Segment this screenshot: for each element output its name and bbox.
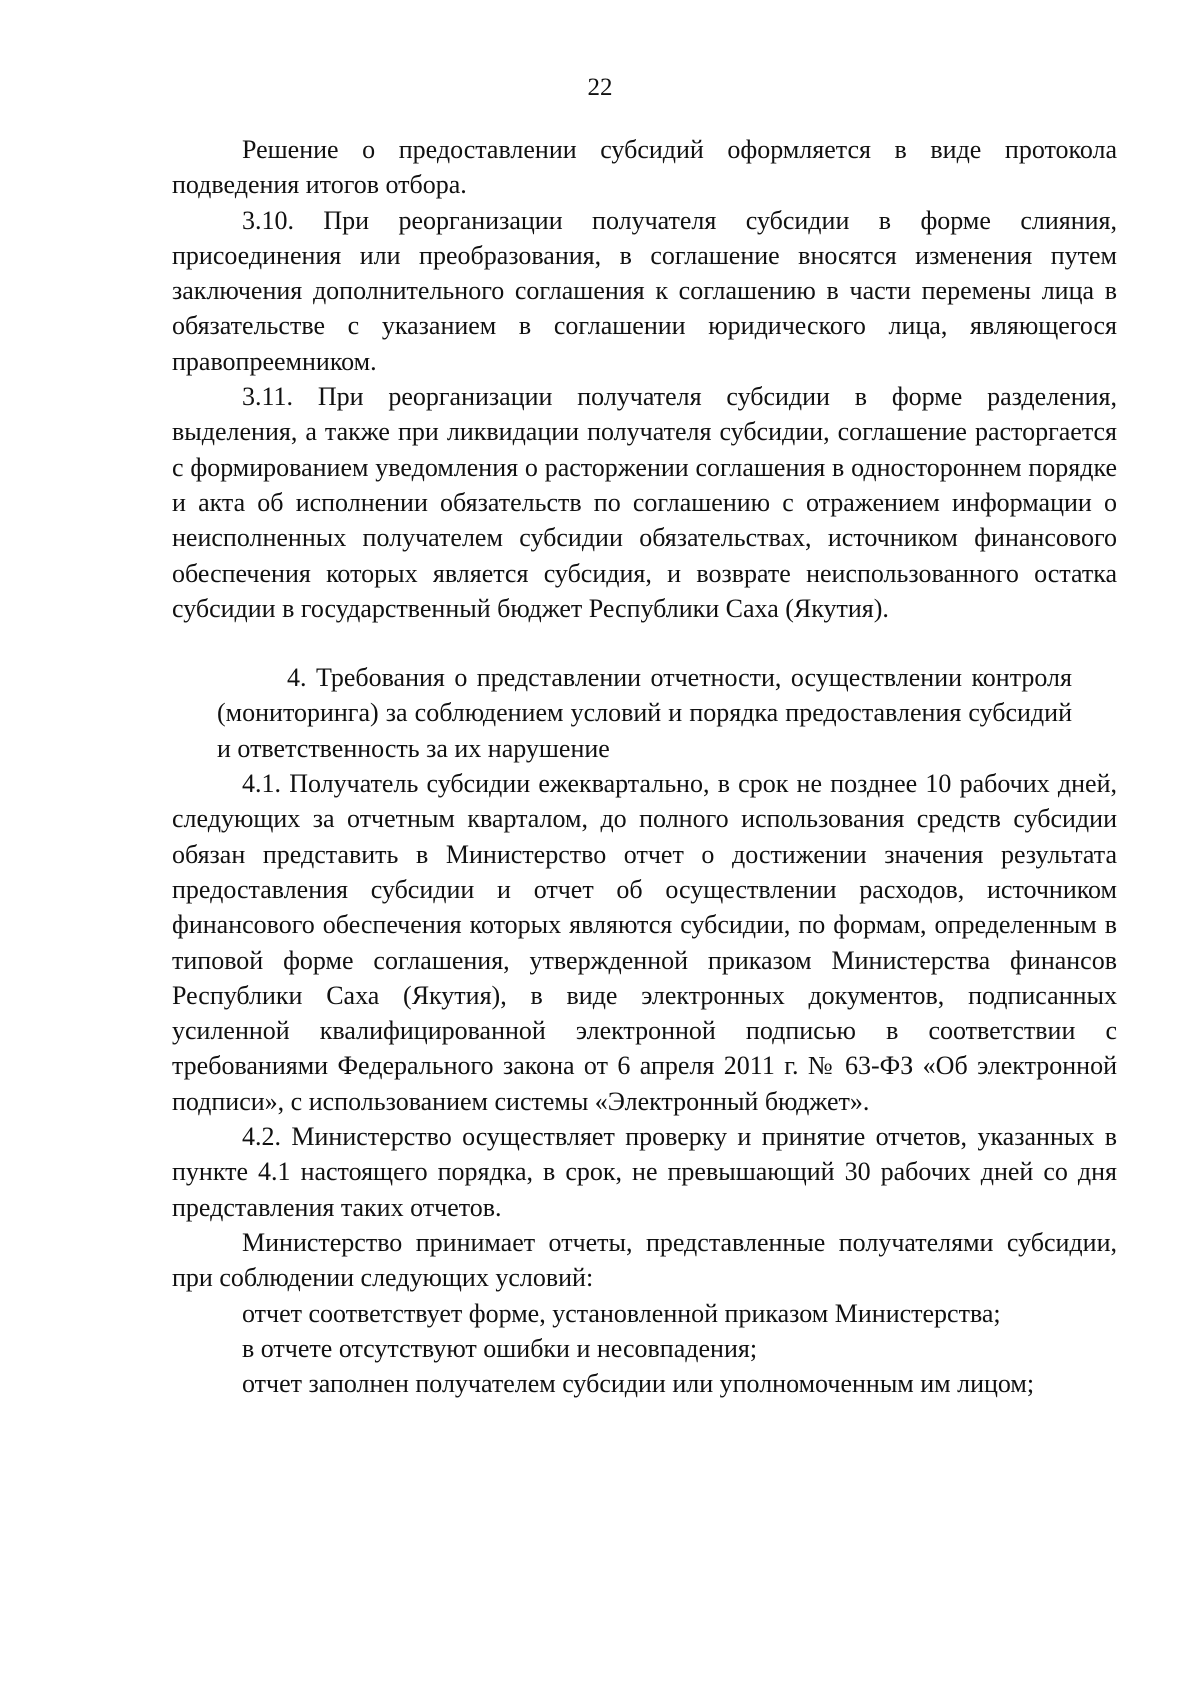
page-number: 22 (587, 74, 613, 101)
condition-item: отчет заполнен получателем субсидии или уполномоченным им лицом; (242, 1369, 1035, 1399)
paragraph-4-1: 4.1. Получатель субсидии ежеквартально, в срок не позднее 10 рабочих дней, следующих за отчетным кварталом, до полного использования средств субсидии обязан представить в Министерство отчет о достижении значения результата предоставления субсидии и отчет об осуществлении расходов, источником финансового обеспечения которых являются субсидии, по формам, определенным в типовой форме соглашения, утвержденной приказом Министерства финансов Республики Саха (Якутия), в виде электронных документов, подписанных усиленной квалифицированной электронной подписью в соответствии с требованиями Федерального закона от 6 апреля 2011 г. № 63-ФЗ «Об электронной подписи», с использованием системы «Электронный бюджет». (172, 769, 1117, 1116)
condition-item: отчет соответствует форме, установленной приказом Министерства; (242, 1298, 1001, 1328)
paragraph-3-10: 3.10. При реорганизации получателя субсидии в форме слияния, присоединения или преобразования, в соглашение вносятся изменения путем заключения дополнительного соглашения к соглашению в части перемены лица в обязательстве с указанием в соглашении юридического лица, являющегося правопреемником. (172, 205, 1117, 376)
paragraph-3-11: 3.11. При реорганизации получателя субсидии в форме разделения, выделения, а также при ликвидации получателя субсидии, соглашение расторгается с формированием уведомления о расторжении соглашения в одностороннем порядке и акта об исполнении обязательств по соглашению с отражением информации о неисполненных получателем субсидии обязательствах, источником финансового обеспечения которых является субсидия, и возврате неиспользованного остатка субсидии в государственный бюджет Республики Саха (Якутия). (172, 382, 1117, 623)
paragraph-acceptance-conditions: Министерство принимает отчеты, представленные получателями субсидии, при соблюдении следующих условий: (172, 1227, 1117, 1293)
condition-item: в отчете отсутствуют ошибки и несовпадения; (242, 1333, 758, 1363)
document-body (172, 132, 1117, 1401)
paragraph-decision: Решение о предоставлении субсидий оформляется в виде протокола подведения итогов отбора. (172, 135, 1117, 200)
section-4-heading: 4. Требования о представлении отчетности, осуществлении контроля (мониторинга) за соблюдением условий и порядка предоставления субсидий и ответственность за их нарушение (217, 663, 1072, 763)
paragraph-4-2: 4.2. Министерство осуществляет проверку и принятие отчетов, указанных в пункте 4.1 настоящего порядка, в срок, не превышающий 30 рабочих дней со дня представления таких отчетов. (172, 1122, 1117, 1222)
